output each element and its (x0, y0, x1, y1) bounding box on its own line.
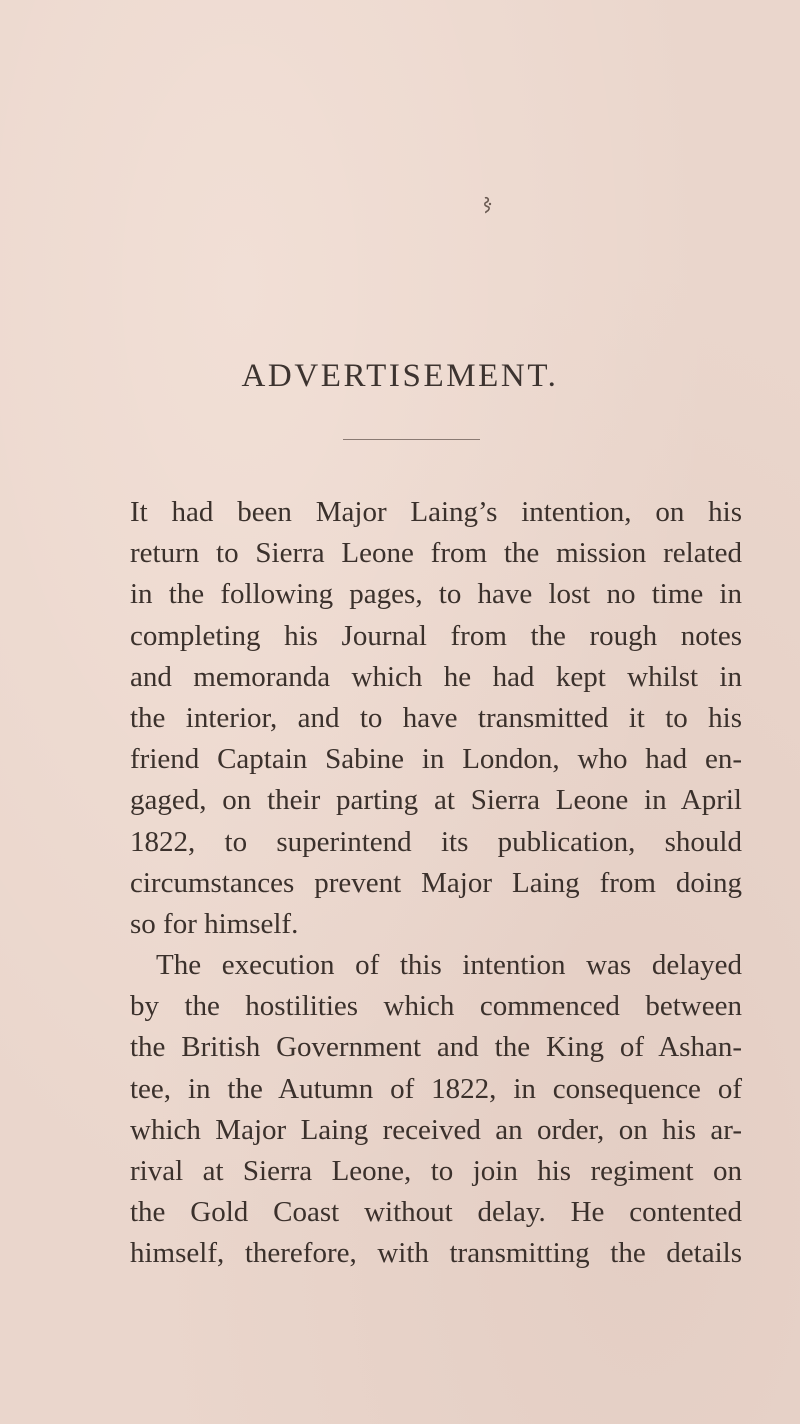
text-line: rival at Sierra Leone, to join his regiment on (130, 1155, 742, 1187)
advertisement-text (130, 492, 742, 1275)
page-title: ADVERTISEMENT. (241, 358, 559, 394)
text-line: circumstances prevent Major Laing from doing (130, 866, 742, 899)
text-line: tee, in the Autumn of 1822, in consequence of (130, 1072, 742, 1105)
text-line: so for himself. (130, 907, 299, 940)
text-line: in the following pages, to have lost no time in (130, 578, 742, 611)
text-line: which Major Laing received an order, on his ar- (130, 1113, 742, 1146)
text-line: completing his Journal from the rough notes (130, 619, 742, 652)
text-line: and memoranda which he had kept whilst in (130, 660, 742, 693)
title-divider (343, 439, 480, 440)
paragraph-2 (130, 945, 742, 1275)
text-line: 1822, to superintend its publication, should (130, 825, 742, 858)
text-line: the Gold Coast without delay. He contented (130, 1196, 742, 1229)
text-line: by the hostilities which commenced between (130, 990, 742, 1023)
text-line: the interior, and to have transmitted it to his (130, 701, 742, 734)
text-line: return to Sierra Leone from the mission related (130, 537, 742, 570)
text-line: It had been Major Laing’s intention, on his (130, 496, 742, 528)
paragraph-1 (130, 492, 742, 945)
text-line: gaged, on their parting at Sierra Leone in April (130, 784, 742, 817)
printer-ornament-icon (481, 196, 493, 214)
text-line: friend Captain Sabine in London, who had en- (130, 743, 742, 776)
text-line: himself, therefore, with transmitting the details (130, 1237, 742, 1270)
text-line: The execution of this intention was delayed (156, 949, 742, 982)
text-line: the British Government and the King of Ashan- (130, 1031, 742, 1064)
